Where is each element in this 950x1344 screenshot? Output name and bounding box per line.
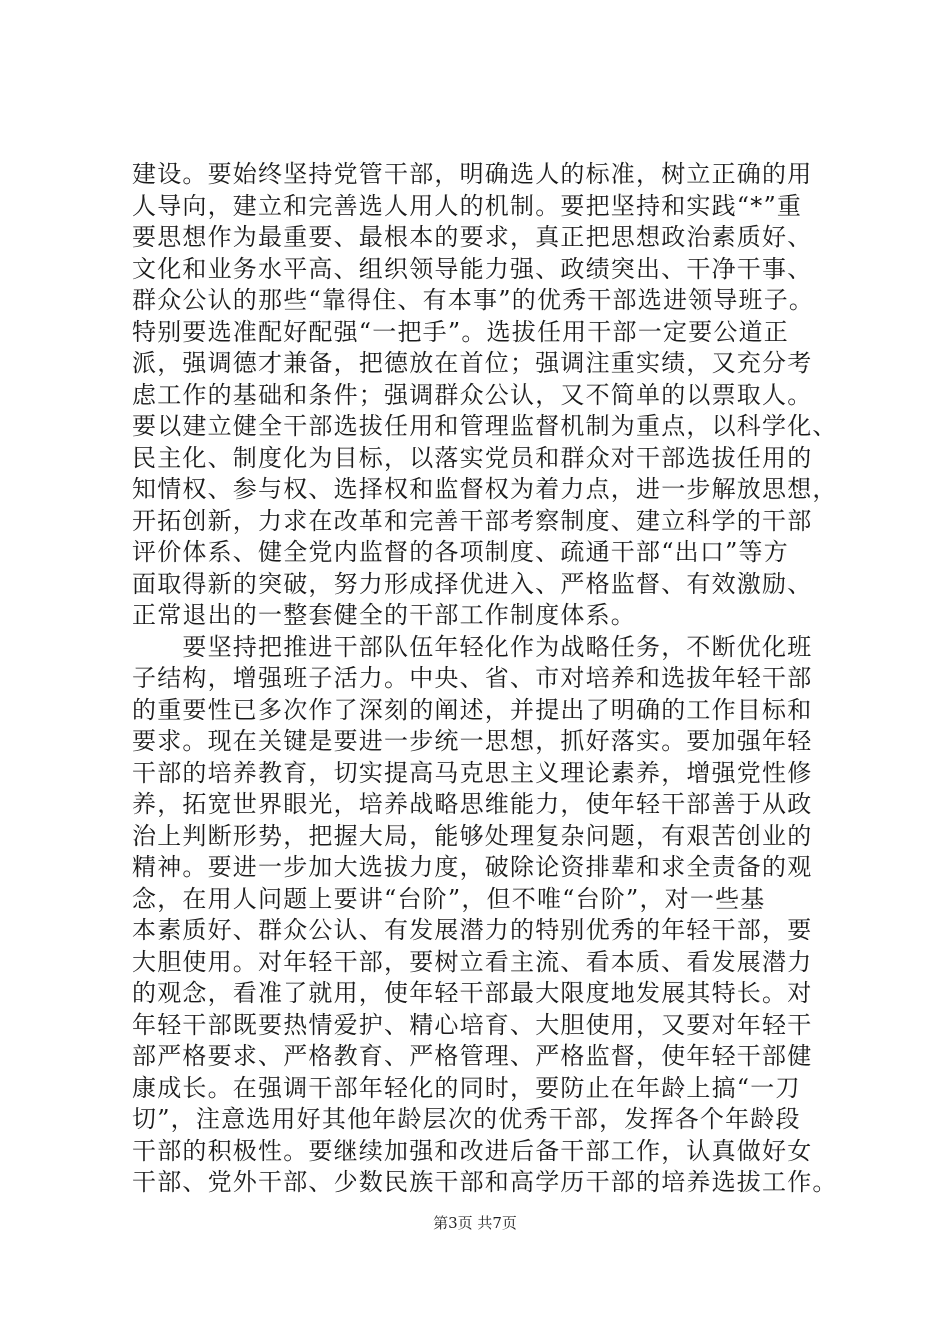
text-line: 干部的培养教育，切实提高马克思主义理论素养，增强党性修 — [132, 758, 813, 787]
text-line: 要坚持把推进干部队伍年轻化作为战略任务，不断优化班 — [132, 632, 813, 661]
text-line: 治上判断形势，把握大局，能够处理复杂问题，有艰苦创业的 — [132, 821, 813, 850]
text-line: 本素质好、群众公认、有发展潜力的特别优秀的年轻干部，要 — [132, 916, 813, 944]
text-line: 知情权、参与权、选择权和监督权为着力点，进一步解放思想， — [132, 475, 838, 503]
text-line: 康成长。在强调干部年轻化的同时，要防止在年龄上搞“一刀 — [132, 1073, 801, 1102]
text-line: 建设。要始终坚持党管干部，明确选人的标准，树立正确的用 — [132, 160, 813, 188]
text-line: 要以建立健全干部选拔任用和管理监督机制为重点，以科学化、 — [132, 412, 838, 440]
page-footer: 第3页 共7页 — [433, 1214, 517, 1232]
text-line: 面取得新的突破，努力形成择优进入、严格监督、有效激励、 — [132, 569, 813, 598]
text-line: 的重要性已多次作了深刻的阐述，并提出了明确的工作目标和 — [132, 695, 813, 724]
text-line: 切”，注意选用好其他年龄层次的优秀干部，发挥各个年龄段 — [132, 1105, 801, 1133]
text-line: 要求。现在关键是要进一步统一思想，抓好落实。要加强年轻 — [132, 727, 813, 755]
text-line: 念，在用人问题上要讲“台阶”，但不唯“台阶”，对一些基 — [132, 884, 766, 913]
text-line: 的观念，看准了就用，使年轻干部最大限度地发展其特长。对 — [132, 979, 813, 1007]
text-line: 干部的积极性。要继续加强和改进后备干部工作，认真做好女 — [132, 1136, 813, 1165]
body-text — [132, 159, 852, 1199]
text-line: 人导向，建立和完善选人用人的机制。要把坚持和实践“*”重 — [132, 191, 803, 220]
text-line: 派，强调德才兼备，把德放在首位；强调注重实绩，又充分考 — [132, 349, 813, 377]
text-line: 年轻干部既要热情爱护、精心培育、大胆使用，又要对年轻干 — [132, 1010, 813, 1039]
text-line: 虑工作的基础和条件；强调群众公认，又不简单的以票取人。 — [132, 380, 813, 409]
text-line: 文化和业务水平高、组织领导能力强、政绩突出、干净干事、 — [132, 254, 813, 283]
text-line: 特别要选准配好配强“一把手”。选拔任用干部一定要公道正 — [132, 317, 789, 346]
text-line: 群众公认的那些“靠得住、有本事”的优秀干部选进领导班子。 — [132, 286, 815, 314]
text-line: 养，拓宽世界眼光，培养战略思维能力，使年轻干部善于从政 — [132, 790, 813, 818]
text-line: 评价体系、健全党内监督的各项制度、疏通干部“出口”等方 — [132, 538, 789, 566]
text-line: 要思想作为最重要、最根本的要求，真正把思想政治素质好、 — [132, 223, 813, 251]
text-line: 正常退出的一整套健全的干部工作制度体系。 — [132, 601, 636, 629]
text-line: 部严格要求、严格教育、严格管理、严格监督，使年轻干部健 — [132, 1042, 813, 1070]
text-line: 民主化、制度化为目标，以落实党员和群众对干部选拔任用的 — [132, 443, 813, 472]
text-line: 开拓创新，力求在改革和完善干部考察制度、建立科学的干部 — [132, 506, 813, 535]
text-line: 大胆使用。对年轻干部，要树立看主流、看本质、看发展潜力 — [132, 947, 813, 976]
text-line: 干部、党外干部、少数民族干部和高学历干部的培养选拔工作。 — [132, 1168, 838, 1196]
text-line: 子结构，增强班子活力。中央、省、市对培养和选拔年轻干部 — [132, 664, 813, 692]
text-line: 精神。要进一步加大选拔力度，破除论资排辈和求全责备的观 — [132, 853, 813, 881]
